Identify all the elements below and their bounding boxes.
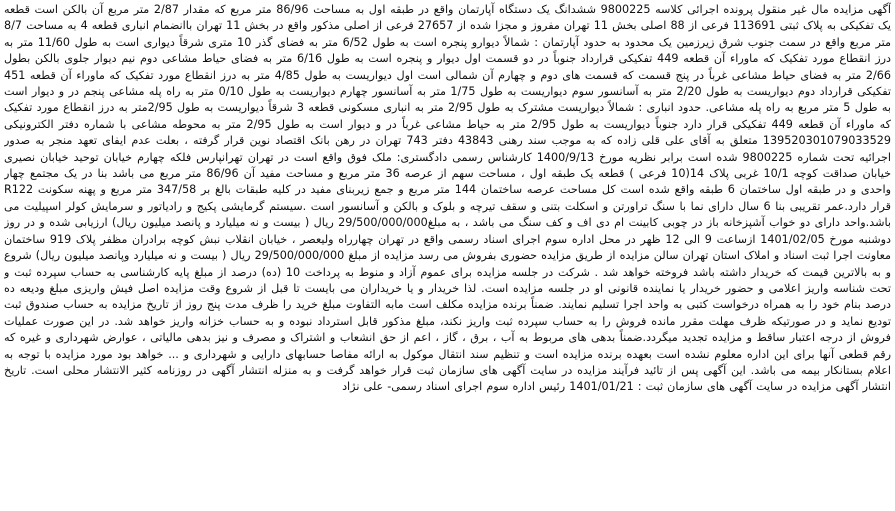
- auction-notice: [4, 2, 891, 509]
- notice-body-text: آگهی مزایده مال غیر منقول پرونده اجرائی کلاسه 9800225 ششدانگ یک دستگاه آپارتمان واقع در طبقه اول به مساحت 86/96 متر مربع که مقدار 2/87 متر مربع آن بالکن است قطعه یک تفکیکی به پلاک ثبتی 113691 فرعی از 88 اصلی بخش 11 تهران مفروز و مجزا شده از 27657 فرعی از اصلی مذکور واقع در بخش 11 تهران باانضمام انباری قطعه 4 به مساحت 8/7 متر مربع واقع در سمت جنوب شرق زیرزمین یک محدود به حدود آپارتمان : شمالاً دیوارو پنجره است به طول 6/52 متر به فضای گذر 10 متری شرقاً دیواری است به طول 11/60 متر به درز انقطاع مورد تفکیک که ماوراء آن قطعه 449 تفکیکی قرارداد جنوباً در دو قسمت اول دیوار و پنجره است به طول 6/16 متر به فضای حیاط مشاعی دوم نیم دیوار جلوی بالکن بطول 2/66 متر به فضای حیاط مشاعی غرباً در پنج قسمت که قسمت های دوم و چهارم آن شمالی است اول دیواریست به طول 4/85 متر به درز انقطاع مورد تفکیک که ماوراء آن قطعه 451 تفکیکی قرارداد دوم دیواریست به طول 2/20 متر به آسانسور سوم دیواریست به طول 1/75 متر به آسانسور چهارم دیواریست به طول 0/10 متر به راه پله مشاعی پنجم در و دیوار است به طول 5 متر مربع به راه پله مشاعی. حدود انباری : شمالاً دیواریست مشترک به طول 2/95 متر به انباری مسکونی قطعه 3 شرقاً دیواریست به طول 2/95متر به درز انقطاع مورد تفکیک که ماوراء آن قطعه 449 تفکیکی قرار دارد جنوباً دیواریست به طول 2/95 متر به حیاط مشاعی غرباً در و دیوار است به طول 2/95 متر به محوطه مشاعی با شماره دفتر الکترونیکی 139520301079033529 متعلق به آقای علی قلی زاده که به موجب سند رهنی 43843 دفتر 743 تهران در رهن بانک اقتصاد نوین قرار گرفته ، بعلت عدم ایفای تعهد منجر به صدور اجرائیه تحت شماره 9800225 شده است برابر نظریه مورخ 1400/9/13 کارشناس رسمی دادگستری: ملک فوق واقع است در تهران تهرانپارس فلکه چهارم خیابان توحید خیابان نصیری خیابان صداقت کوچه 10/1 غربی پلاک 14(10 فرعی ) قطعه یک طبقه اول ، مساحت سهم از عرصه 36 متر مربع و مساحت مفید آن 86/96 متر مربع می باشد بنا در یک مجتمع چهار واحدی و در طبقه اول ساختمان 6 طبقه واقع شده است کل مساحت عرصه ساختمان 144 متر مربع و جمع زیربنای مفید در کلیه طبقات بالغ بر 347/58 متر مربع و پهنه سکونت R122 قرار دارد.عمر تقریبی بنا 6 سال دارای نما با سنگ تراورتن و اسکلت بتنی و سقف تیرچه و بلوک و بالکن و آسانسور است .سیستم گرمایشی پکیج و رادیاتور و سرمایش کولر اسپیلیت می باشد.واحد دارای دو خواب آشپزخانه باز در چوبی کابینت ام دی اف و کف سنگ می باشد ، به مبلغ29/500/000/000 ریال ( بیست و نه میلیارد و پانصد میلیون ریال) ارزیابی شده و در روز دوشنبه مورخ 1401/02/05 ازساعت 9 الی 12 ظهر در محل اداره سوم اجرای اسناد رسمی واقع در تهران چهارراه ولیعصر ، خیابان انقلاب نبش کوچه برادران مظفر پلاک 919 ساختمان معاونت اجرا ثبت اسناد و املاک استان تهران سالن مزایده از طریق مزایده حضوری بفروش می رسد مزایده از مبلغ 29/500/000/000 ریال ( بیست و نه میلیارد وپانصد میلیون ریال) شروع و به بالاترین قیمت که خریدار داشته باشد فروخته خواهد شد . شرکت در جلسه مزایده برای عموم آزاد و منوط به پرداخت 10 (ده) درصد از مبلغ پایه کارشناسی به حساب سپرده ثبت و تحت شناسه واریز اعلامی و حضور خریدار یا نماینده قانونی او در جلسه مزایده است. لذا خریدار و یا خریداران می بایست تا قبل از شروع وقت مزایده اصل فیش واریزی مبلغ ودیعه ده درصد بنام خود را به همراه درخواست کتبی به واحد اجرا تسلیم نمایند. ضمناً برنده مزایده مکلف است مابه التفاوت مبلغ خرید را ظرف مدت پنج روز از تاریخ مزایده به حساب صندوق ثبت تودیع نماید و در صورتیکه ظرف مهلت مقرر مانده فروش را به حساب سپرده ثبت واریز نکند، مبلغ مذکور قابل استرداد نبوده و به حساب خزانه واریز خواهد شد. در این صورت عملیات فروش از درجه اعتبار ساقط و مزایده تجدید میگردد.ضمناً بدهی های مربوط به آب ، برق ، گاز ، اعم از حق انشعاب و اشتراک و مصرف و نیز بدهی مالیاتی ، عوارض شهرداری و غیره که رقم قطعی آنها برای این اداره معلوم نشده است بعهده برنده مزایده است و تنظیم سند انتقال موکول به ارائه مفاصا حسابهای دارایی و شهرداری و ... خواهد بود مورد مزایده با توجه به اعلام بستانکار بیمه می باشد. این آگهی پس از تائید فرآیند مزایده در سایت آگهی های سازمان ثبت قرار خواهد گرفت و به منزله انتشار آگهی در روزنامه کثیر الانتشار محلی است. تاریخ انتشار آگهی مزایده در سایت آگهی های سازمان ثبت : 1401/01/21 رئیس اداره سوم اجرای اسناد رسمی- علی نژاد: [4, 3, 891, 394]
